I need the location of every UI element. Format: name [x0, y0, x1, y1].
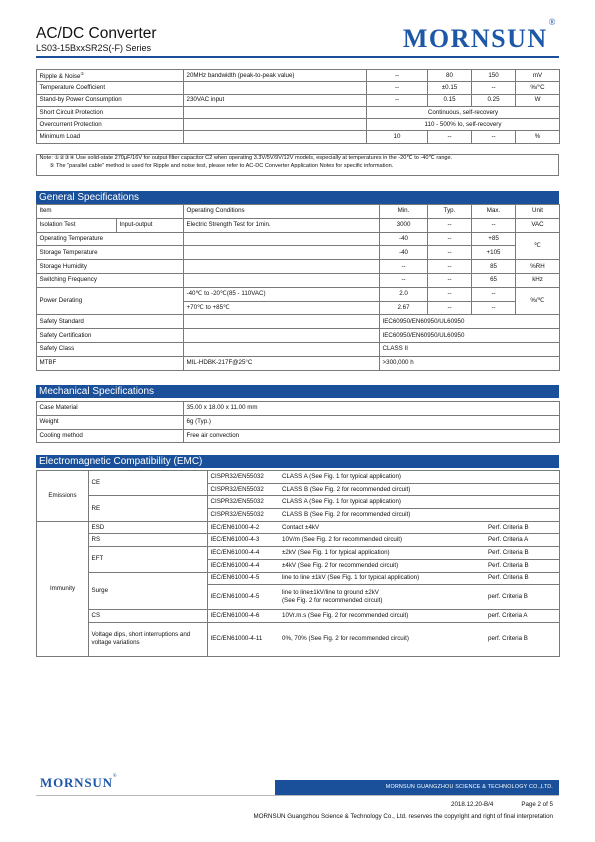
item-cell: Storage Temperature: [37, 246, 184, 260]
value-cell: IEC60950/EN60950/UL60950: [380, 315, 560, 329]
series-name: LS03-15BxxSR2S(-F) Series: [36, 43, 152, 53]
max-cell: +85: [472, 232, 516, 246]
standard-cell: IEC/EN61000-4-6: [208, 610, 280, 623]
condition-cell: -40℃ to -20℃(85 - 110VAC): [184, 287, 380, 301]
standard-cell: IEC/EN61000-4-11: [208, 622, 280, 656]
column-header: Item: [37, 205, 184, 219]
item-cell: Power Derating: [37, 287, 184, 315]
condition-cell: Electric Strength Test for 1min.: [184, 218, 380, 232]
header-rule: [36, 56, 559, 58]
test-cell: EFT: [89, 547, 208, 572]
table-row: [37, 521, 560, 534]
value-cell: >300,000 h: [380, 356, 560, 370]
footer-company-band: MORNSUN GUANGZHOU SCIENCE & TECHNOLOGY CO.,LTD.: [275, 780, 559, 795]
emc-table: [36, 470, 560, 657]
description-cell: ±4kV (See Fig. 2 for recommended circuit): [280, 559, 486, 572]
table-row: [37, 622, 560, 656]
table-row: [37, 218, 560, 232]
value-cell: 35.00 x 18.00 x 11.00 mm: [184, 402, 560, 416]
table-row: [37, 471, 560, 484]
table-row: [37, 119, 560, 131]
typ-cell: --: [428, 218, 472, 232]
criteria-cell: perf. Criteria B: [486, 622, 560, 656]
table-row: [37, 429, 560, 443]
unit-cell: %RH: [516, 260, 560, 274]
description-line: (See Fig. 2 for recommended circuit): [282, 597, 383, 605]
min-cell: --: [367, 70, 428, 82]
section-header-general: General Specifications: [36, 191, 559, 204]
table-row: [37, 496, 560, 509]
condition-cell: [184, 119, 367, 131]
test-cell: Voltage dips, short interruptions and voltage variations: [89, 622, 208, 656]
description-cell: 0%, 70% (See Fig. 2 for recommended circuit): [280, 622, 486, 656]
test-cell: ESD: [89, 521, 208, 534]
criteria-cell: Perf. Criteria B: [486, 559, 560, 572]
max-cell: --: [472, 131, 516, 143]
description-cell: line to line ±1kV (See Fig. 1 for typical application): [280, 572, 486, 585]
table-note: [36, 154, 559, 176]
test-cell: CE: [89, 471, 208, 496]
condition-cell: [184, 273, 380, 287]
general-spec-table: [36, 204, 560, 371]
description-cell: [280, 585, 486, 610]
criteria-cell: Perf. Criteria A: [486, 534, 560, 547]
footer-date: 2018.12.20-B/4: [451, 801, 494, 808]
max-cell: --: [472, 218, 516, 232]
table-row: [37, 315, 560, 329]
table-row: [37, 106, 560, 118]
max-cell: 85: [472, 260, 516, 274]
table-row: [37, 246, 560, 260]
description-cell: CLASS A (See Fig. 1 for typical application): [280, 471, 560, 484]
description-cell: 10V/m (See Fig. 2 for recommended circuit): [280, 534, 486, 547]
standard-cell: IEC/EN61000-4-3: [208, 534, 280, 547]
description-cell: CLASS B (See Fig. 2 for recommended circuit): [280, 509, 560, 522]
unit-cell: %: [516, 131, 560, 143]
description-cell: ±2kV (See Fig. 1 for typical application): [280, 547, 486, 560]
footer-copyright: MORNSUN Guangzhou Science & Technology Co., Ltd. reserves the copyright and right of final interpretation: [253, 813, 553, 820]
column-header: Operating Conditions: [184, 205, 380, 219]
criteria-cell: Perf. Criteria B: [486, 521, 560, 534]
item-cell: Stand-by Power Consumption: [37, 94, 184, 106]
item-cell: Ripple & Noise①: [37, 70, 184, 82]
value-cell: CLASS II: [380, 342, 560, 356]
typ-cell: --: [428, 287, 472, 301]
max-cell: --: [472, 287, 516, 301]
unit-cell: %/℃: [516, 287, 560, 315]
table-row: [37, 534, 560, 547]
footer-logo-text: MORNSUN: [40, 775, 113, 790]
table-row: [37, 94, 560, 106]
value-cell: Continuous, self-recovery: [367, 106, 560, 118]
item-cell: MTBF: [37, 356, 184, 370]
item-cell: Safety Standard: [37, 315, 184, 329]
description-cell: CLASS A (See Fig. 1 for typical application): [280, 496, 560, 509]
standard-cell: IEC/EN61000-4-4: [208, 559, 280, 572]
criteria-cell: perf. Criteria A: [486, 610, 560, 623]
description-cell: Contact ±4kV: [280, 521, 486, 534]
min-cell: --: [367, 82, 428, 94]
table-row: [37, 82, 560, 94]
item-cell: Minimum Load: [37, 131, 184, 143]
min-cell: 10: [367, 131, 428, 143]
value-cell: 110 - 500% Io, self-recovery: [367, 119, 560, 131]
typ-cell: 80: [428, 70, 472, 82]
section-header-mechanical: Mechanical Specifications: [36, 385, 559, 398]
min-cell: --: [380, 273, 428, 287]
condition-cell: [184, 106, 367, 118]
column-header: Typ.: [428, 205, 472, 219]
value-cell: IEC60950/EN60950/UL60950: [380, 329, 560, 343]
unit-cell: ℃: [516, 232, 560, 260]
max-cell: 0.25: [472, 94, 516, 106]
unit-cell: mV: [516, 70, 560, 82]
condition-cell: [184, 246, 380, 260]
standard-cell: CISPR32/EN55032: [208, 483, 280, 496]
column-header: Min.: [380, 205, 428, 219]
subitem-cell: Input-output: [117, 218, 184, 232]
group-cell: Emissions: [37, 471, 89, 522]
footer-date-page: [451, 801, 553, 808]
note-line: Note: ①②③④ Use solid-state 270µF/16V for output filter capacitor C2 when operating 3.3V/5V/9V/12V models, especially at temperatures in the -20℃ to -40℃ range.: [39, 155, 453, 161]
condition-cell: [184, 131, 367, 143]
table-row: [37, 610, 560, 623]
typ-cell: --: [428, 246, 472, 260]
standard-cell: CISPR32/EN55032: [208, 509, 280, 522]
min-cell: 3000: [380, 218, 428, 232]
logo-text: MORNSUN: [402, 24, 548, 53]
condition-cell: 230VAC input: [184, 94, 367, 106]
min-cell: --: [380, 260, 428, 274]
typ-cell: --: [428, 260, 472, 274]
item-cell: Cooling method: [37, 429, 184, 443]
table-row: [37, 329, 560, 343]
standard-cell: CISPR32/EN55032: [208, 496, 280, 509]
standard-cell: IEC/EN61000-4-5: [208, 572, 280, 585]
unit-cell: kHz: [516, 273, 560, 287]
item-cell: Safety Class: [37, 342, 184, 356]
page-number: Page 2 of 5: [521, 801, 553, 808]
max-cell: --: [472, 301, 516, 315]
unit-cell: VAC: [516, 218, 560, 232]
description-cell: 10Vr.m.s (See Fig. 2 for recommended circuit): [280, 610, 486, 623]
standard-cell: CISPR32/EN55032: [208, 471, 280, 484]
typ-cell: --: [428, 232, 472, 246]
unit-cell: %/°C: [516, 82, 560, 94]
condition-cell: +70℃ to +85℃: [184, 301, 380, 315]
table-row: [37, 342, 560, 356]
mechanical-spec-table: [36, 401, 560, 443]
min-cell: -40: [380, 246, 428, 260]
criteria-cell: Perf. Criteria B: [486, 547, 560, 560]
table-row: [37, 260, 560, 274]
footer-rule: [36, 795, 559, 796]
condition-cell: [184, 232, 380, 246]
standard-cell: IEC/EN61000-4-2: [208, 521, 280, 534]
standard-cell: IEC/EN61000-4-4: [208, 547, 280, 560]
mornsun-logo: [402, 17, 557, 53]
description-line: line to line±1kV/line to ground ±2kV: [282, 589, 379, 597]
max-cell: --: [472, 82, 516, 94]
footer-registered-mark: ®: [112, 773, 118, 779]
item-cell: Isolation Test: [37, 218, 117, 232]
table-row: [37, 415, 560, 429]
typ-cell: --: [428, 131, 472, 143]
max-cell: 150: [472, 70, 516, 82]
table-row: [37, 402, 560, 416]
table-row: [37, 356, 560, 370]
group-cell: Immunity: [37, 521, 89, 656]
test-cell: Surge: [89, 572, 208, 610]
min-cell: -40: [380, 232, 428, 246]
item-cell: Temperature Coefficient: [37, 82, 184, 94]
criteria-cell: Perf. Criteria B: [486, 572, 560, 585]
test-cell: RE: [89, 496, 208, 521]
condition-cell: MIL-HDBK-217F@25°C: [184, 356, 380, 370]
table-header-row: [37, 205, 560, 219]
condition-cell: [184, 342, 380, 356]
value-cell: 6g (Typ.): [184, 415, 560, 429]
typ-cell: --: [428, 273, 472, 287]
test-cell: RS: [89, 534, 208, 547]
footer-logo: [40, 773, 118, 790]
condition-cell: [184, 260, 380, 274]
item-cell: Short Circuit Protection: [37, 106, 184, 118]
output-spec-table: [36, 69, 560, 144]
description-cell: CLASS B (See Fig. 2 for recommended circuit): [280, 483, 560, 496]
table-row: [37, 70, 560, 82]
table-row: [37, 131, 560, 143]
registered-mark: ®: [548, 17, 557, 28]
table-row: [37, 287, 560, 301]
condition-cell: [184, 315, 380, 329]
condition-cell: [184, 82, 367, 94]
item-cell: Switching Frequency: [37, 273, 184, 287]
table-row: [37, 572, 560, 585]
doc-title: AC/DC Converter: [36, 25, 157, 42]
value-cell: Free air convection: [184, 429, 560, 443]
max-cell: +105: [472, 246, 516, 260]
standard-cell: IEC/EN61000-4-5: [208, 585, 280, 610]
typ-cell: 0.15: [428, 94, 472, 106]
item-cell: Weight: [37, 415, 184, 429]
table-row: [37, 547, 560, 560]
column-header: Max.: [472, 205, 516, 219]
condition-cell: [184, 329, 380, 343]
min-cell: --: [367, 94, 428, 106]
unit-cell: W: [516, 94, 560, 106]
criteria-cell: perf. Criteria B: [486, 585, 560, 610]
item-cell: Safety Certification: [37, 329, 184, 343]
typ-cell: ±0.15: [428, 82, 472, 94]
item-cell: Operating Temperature: [37, 232, 184, 246]
note-line: ⑤ The "parallel cable" method is used for Ripple and noise test, please refer to AC-DC Converter Application Notes for specific information.: [49, 162, 394, 169]
item-cell: Storage Humidity: [37, 260, 184, 274]
item-cell: Overcurrent Protection: [37, 119, 184, 131]
typ-cell: --: [428, 301, 472, 315]
table-row: [37, 273, 560, 287]
column-header: Unit: [516, 205, 560, 219]
section-header-emc: Electromagnetic Compatibility (EMC): [36, 455, 559, 468]
item-cell: Case Material: [37, 402, 184, 416]
min-cell: 2.67: [380, 301, 428, 315]
test-cell: CS: [89, 610, 208, 623]
max-cell: 65: [472, 273, 516, 287]
condition-cell: 20MHz bandwidth (peak-to-peak value): [184, 70, 367, 82]
min-cell: 2.0: [380, 287, 428, 301]
table-row: [37, 232, 560, 246]
